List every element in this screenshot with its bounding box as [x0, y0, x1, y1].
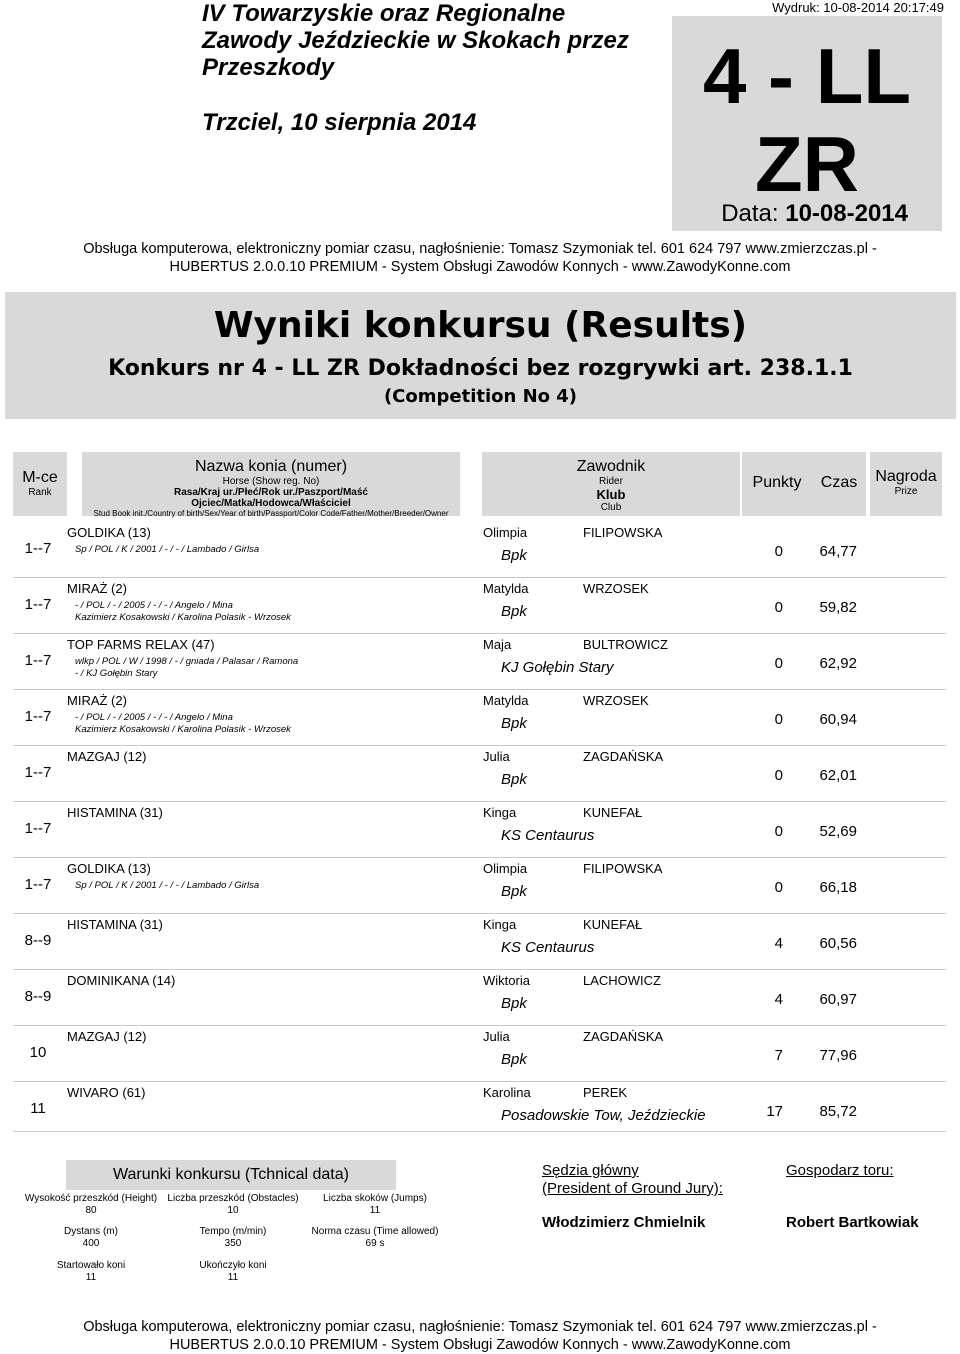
- service-line-1: Obsługa komputerowa, elektroniczny pomiar czasu, nagłośnienie: Tomasz Szymoniak tel. 601 624 797 www.zmierzczas.pl -: [83, 241, 877, 257]
- header-rank-label: M-ce: [22, 469, 58, 486]
- event-place-date: Trzciel, 10 sierpnia 2014: [202, 109, 477, 136]
- club-name: Bpk: [501, 883, 527, 900]
- rank: 8--9: [24, 932, 52, 949]
- points: 4: [774, 991, 783, 1008]
- points: 17: [766, 1103, 783, 1120]
- date-value: 10-08-2014: [785, 200, 908, 227]
- header-points: [742, 452, 812, 516]
- club-name: Bpk: [501, 1051, 527, 1068]
- header-club-en: Club: [600, 502, 622, 513]
- service-line-2: HUBERTUS 2.0.0.10 PREMIUM - System Obsługi Zawodów Konnych - www.ZawodyKonne.com: [169, 259, 791, 275]
- competition-name: Konkurs nr 4 - LL ZR Dokładności bez rozgrywki art. 238.1.1: [108, 356, 853, 381]
- tech-tempo-label: Tempo (m/min): [199, 1226, 267, 1237]
- result-row: [13, 578, 946, 634]
- tech-started-label: Startowało koni: [56, 1260, 126, 1271]
- tech-obstacles-value: 10: [227, 1205, 239, 1216]
- tech-height-label: Wysokość przeszkód (Height): [24, 1193, 158, 1204]
- rider-last-name: ZAGDAŃSKA: [583, 1029, 664, 1044]
- header-club-label: Klub: [596, 487, 626, 502]
- rank: 1--7: [24, 876, 52, 893]
- horse-details: [75, 880, 405, 892]
- rider-last-name: WRZOSEK: [583, 693, 649, 708]
- rider-first-name: Olimpia: [483, 861, 528, 876]
- rider-last-name: BULTROWICZ: [583, 637, 668, 652]
- rank: 1--7: [24, 596, 52, 613]
- result-row: [13, 858, 946, 914]
- service-info-bottom: [0, 1318, 960, 1354]
- points: 4: [774, 935, 783, 952]
- rank: 11: [30, 1100, 46, 1117]
- points: 0: [774, 655, 783, 672]
- time: 52,69: [819, 823, 857, 840]
- rider-first-name: Matylda: [483, 693, 529, 708]
- club-name: Bpk: [501, 547, 527, 564]
- service-info-top: [0, 240, 960, 276]
- club-name: Bpk: [501, 715, 527, 732]
- service-line-2-bottom: HUBERTUS 2.0.0.10 PREMIUM - System Obsługi Zawodów Konnych - www.ZawodyKonne.com: [169, 1337, 791, 1353]
- event-title-line-3: Przeszkody: [202, 54, 335, 81]
- points: 0: [774, 543, 783, 560]
- tech-obstacles-label: Liczba przeszkód (Obstacles): [167, 1193, 299, 1204]
- result-row: [13, 1082, 946, 1132]
- time: 62,01: [819, 767, 857, 784]
- result-row: [13, 746, 946, 802]
- header-points-label: Punkty: [752, 474, 802, 491]
- header-horse-label: Nazwa konia (numer): [194, 458, 348, 475]
- rider-first-name: Kinga: [483, 917, 517, 932]
- horse-name: HISTAMINA (31): [67, 805, 163, 820]
- tech-distance-value: 400: [82, 1238, 100, 1249]
- time: 59,82: [819, 599, 857, 616]
- results-banner: [5, 292, 956, 419]
- horse-detail-1: Sp / POL / K / 2001 / - / - / Lambado / Girlsa: [75, 880, 260, 891]
- result-row: [13, 1026, 946, 1082]
- horse-name: HISTAMINA (31): [67, 917, 163, 932]
- horse-name: MAZGAJ (12): [67, 749, 147, 764]
- header-time: [812, 452, 866, 516]
- rider-last-name: WRZOSEK: [583, 581, 649, 596]
- tech-jumps-label: Liczba skoków (Jumps): [323, 1193, 427, 1204]
- time: 60,94: [819, 711, 857, 728]
- points: 0: [774, 879, 783, 896]
- club-name: Bpk: [501, 603, 527, 620]
- rider-last-name: LACHOWICZ: [583, 973, 661, 988]
- tech-time-allowed-label: Norma czasu (Time allowed): [311, 1226, 439, 1237]
- tech-started-value: 11: [85, 1272, 97, 1283]
- tech-jumps: [300, 1193, 450, 1217]
- rider-last-name: FILIPOWSKA: [583, 861, 663, 876]
- rider-last-name: PEREK: [583, 1085, 628, 1100]
- rank: 1--7: [24, 708, 52, 725]
- horse-detail-1: - / POL / - / 2005 / - / - / Angelo / Mina: [75, 600, 233, 611]
- header-rank: [13, 452, 67, 516]
- horse-detail-2: - / KJ Gołębin Stary: [75, 668, 158, 679]
- rider-last-name: KUNEFAŁ: [583, 805, 643, 820]
- tech-time-allowed-value: 69 s: [365, 1238, 385, 1249]
- club-name: KS Centaurus: [501, 827, 595, 844]
- ground-jury: [542, 1162, 723, 1232]
- tech-distance: [16, 1226, 166, 1250]
- horse-name: WIVARO (61): [67, 1085, 146, 1100]
- result-row: [13, 690, 946, 746]
- rank: 1--7: [24, 764, 52, 781]
- club-name: Bpk: [501, 771, 527, 788]
- header-prize-label: Nagroda: [875, 468, 937, 485]
- time: 77,96: [819, 1047, 857, 1064]
- course-designer: [786, 1162, 919, 1232]
- header-prize: [870, 452, 942, 516]
- header-horse-line-3: Ojciec/Matka/Hodowca/Właściciel: [191, 498, 351, 509]
- time: 60,97: [819, 991, 857, 1008]
- time: 64,77: [819, 543, 857, 560]
- tech-tempo: [158, 1226, 308, 1250]
- points: 0: [774, 767, 783, 784]
- horse-detail-2: Kazimierz Kosakowski / Karolina Polasik - Wrzosek: [75, 724, 291, 735]
- competition-code: [672, 32, 942, 208]
- rider-first-name: Maja: [483, 637, 512, 652]
- horse-details: [75, 600, 405, 624]
- horse-name: MAZGAJ (12): [67, 1029, 147, 1044]
- tech-distance-label: Dystans (m): [64, 1226, 118, 1237]
- header-time-label: Czas: [820, 474, 858, 491]
- result-row: [13, 522, 946, 578]
- rider-first-name: Julia: [483, 749, 510, 764]
- horse-detail-1: - / POL / - / 2005 / - / - / Angelo / Mina: [75, 712, 233, 723]
- time: 60,56: [819, 935, 857, 952]
- date-label: Data:: [721, 200, 779, 227]
- time: 66,18: [819, 879, 857, 896]
- judge-label-2: (President of Ground Jury):: [542, 1180, 723, 1197]
- header-rider-label: Zawodnik: [576, 458, 646, 475]
- rank: 1--7: [24, 652, 52, 669]
- competition-code-box: [672, 16, 942, 231]
- event-title: [202, 0, 672, 81]
- host-label: Gospodarz toru:: [786, 1162, 894, 1179]
- header-rank-en: Rank: [28, 487, 52, 498]
- host-name: Robert Bartkowiak: [786, 1214, 919, 1231]
- rider-first-name: Wiktoria: [483, 973, 530, 988]
- horse-details: [75, 712, 405, 736]
- judge-name: Włodzimierz Chmielnik: [542, 1214, 706, 1231]
- points: 0: [774, 823, 783, 840]
- rank: 1--7: [24, 820, 52, 837]
- rider-first-name: Matylda: [483, 581, 529, 596]
- tech-finished-value: 11: [227, 1272, 239, 1283]
- horse-name: MIRAŻ (2): [67, 581, 127, 596]
- tech-obstacles: [158, 1193, 308, 1217]
- horse-name: TOP FARMS RELAX (47): [67, 637, 215, 652]
- header-horse-en: Horse (Show reg. No): [222, 476, 320, 487]
- rank: 1--7: [24, 540, 52, 557]
- rider-last-name: KUNEFAŁ: [583, 917, 643, 932]
- tech-finished-label: Ukończyło koni: [199, 1260, 267, 1271]
- tech-time-allowed: [300, 1226, 450, 1250]
- horse-detail-1: wlkp / POL / W / 1998 / - / gniada / Palasar / Ramona: [75, 656, 299, 667]
- tech-height: [16, 1193, 166, 1217]
- horse-name: GOLDIKA (13): [67, 861, 151, 876]
- time: 85,72: [819, 1103, 857, 1120]
- horse-details: [75, 656, 405, 680]
- time: 62,92: [819, 655, 857, 672]
- competition-date: [721, 200, 908, 228]
- printout-timestamp: Wydruk: 10-08-2014 20:17:49: [772, 0, 944, 15]
- horse-name: GOLDIKA (13): [67, 525, 151, 540]
- horse-name: DOMINIKANA (14): [67, 973, 176, 988]
- rank: 8--9: [24, 988, 52, 1005]
- event-title-line-1: IV Towarzyskie oraz Regionalne: [202, 0, 566, 27]
- tech-started: [16, 1260, 166, 1284]
- competition-code-line-2: ZR: [755, 120, 859, 208]
- event-title-line-2: Zawody Jeździeckie w Skokach przez: [202, 27, 629, 54]
- tech-height-value: 80: [85, 1205, 97, 1216]
- tech-tempo-value: 350: [224, 1238, 242, 1249]
- result-row: [13, 970, 946, 1026]
- result-row: [13, 634, 946, 690]
- horse-name: MIRAŻ (2): [67, 693, 127, 708]
- horse-details: [75, 544, 405, 556]
- rider-first-name: Olimpia: [483, 525, 528, 540]
- rider-last-name: FILIPOWSKA: [583, 525, 663, 540]
- horse-detail-1: Sp / POL / K / 2001 / - / - / Lambado / Girlsa: [75, 544, 260, 555]
- header-rider-en: Rider: [599, 476, 623, 487]
- competition-code-line-1: 4 - LL: [703, 32, 911, 120]
- header-horse-line-4: Stud Book init./Country of birth/Sex/Year of birth/Passport/Color Code/Father/Mother/Breeder/Owner: [93, 509, 449, 518]
- header-rider-club: [482, 452, 740, 516]
- result-row: [13, 914, 946, 970]
- rank: 10: [29, 1044, 47, 1061]
- header-horse: [82, 452, 460, 516]
- club-name: Bpk: [501, 995, 527, 1012]
- header-horse-line-2: Rasa/Kraj ur./Płeć/Rok ur./Paszport/Maść: [174, 487, 368, 498]
- rider-first-name: Julia: [483, 1029, 510, 1044]
- club-name: KS Centaurus: [501, 939, 595, 956]
- result-row: [13, 802, 946, 858]
- competition-number: (Competition No 4): [383, 386, 578, 407]
- points: 0: [774, 599, 783, 616]
- results-title: Wyniki konkursu (Results): [213, 305, 748, 346]
- horse-detail-2: Kazimierz Kosakowski / Karolina Polasik - Wrzosek: [75, 612, 291, 623]
- club-name: Posadowskie Tow, Jeździeckie: [501, 1107, 706, 1124]
- tech-finished: [158, 1260, 308, 1284]
- technical-data-heading: Warunki konkursu (Tchnical data): [66, 1160, 396, 1190]
- rider-first-name: Kinga: [483, 805, 517, 820]
- rider-first-name: Karolina: [483, 1085, 531, 1100]
- service-line-1-bottom: Obsługa komputerowa, elektroniczny pomiar czasu, nagłośnienie: Tomasz Szymoniak tel. 601 624 797 www.zmierzczas.pl -: [83, 1319, 877, 1335]
- points: 0: [774, 711, 783, 728]
- club-name: KJ Gołębin Stary: [501, 659, 614, 676]
- judge-label-1: Sędzia główny: [542, 1162, 639, 1179]
- tech-jumps-value: 11: [369, 1205, 381, 1216]
- points: 7: [774, 1047, 783, 1064]
- rider-last-name: ZAGDAŃSKA: [583, 749, 664, 764]
- header-prize-en: Prize: [894, 486, 918, 497]
